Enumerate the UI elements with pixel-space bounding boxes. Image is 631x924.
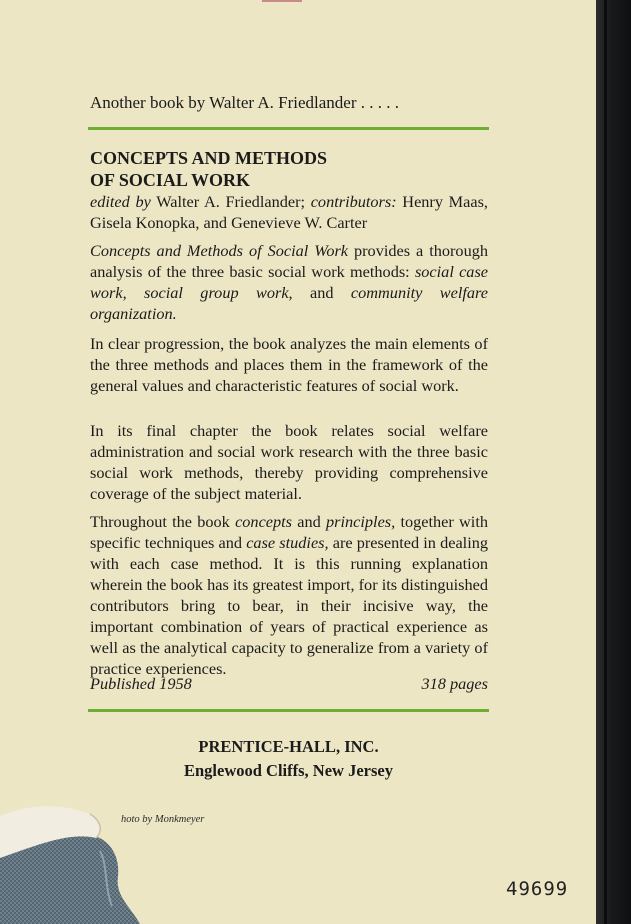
description-paragraph-4 — [90, 511, 488, 679]
editors-paragraph — [90, 191, 488, 233]
edited-by-label: edited by — [90, 192, 151, 211]
p4-principles: principles, — [326, 512, 396, 531]
p4-text-d: are presented in dealing with each case method. It is this running explanation wherein the book has its greatest import, for its distinguished contributors bring to bear, in their incisive way, the important combination of years of practical experience as well as the analytical capacity to generalize from a variety of practice experiences. — [90, 533, 489, 678]
p1-text-b: and — [292, 283, 351, 302]
intro-line: Another book by Walter A. Friedlander . . . . . — [90, 93, 399, 112]
p1-text-a: provides a thorough analysis of the three basic social work methods: — [90, 241, 488, 281]
p4-text-a: Throughout the book — [90, 512, 236, 531]
p4-text-c: together with specific techniques and — [90, 512, 488, 552]
book-title-line-1: CONCEPTS AND METHODS — [90, 148, 328, 168]
publication-info — [90, 674, 488, 694]
bottom-divider — [88, 709, 489, 712]
page-count: 318 pages — [421, 674, 488, 693]
p1-methods: social case work, social group work, — [90, 262, 489, 302]
publisher-block — [88, 735, 489, 783]
p4-case-studies: case studies, — [246, 533, 329, 552]
p1-method-3: community welfare organization. — [90, 283, 488, 323]
book-title-line-2: OF SOCIAL WORK — [90, 170, 251, 190]
contributors-label: contributors: — [310, 192, 397, 211]
book-spine-edge — [596, 0, 631, 924]
description-paragraph-2: In clear progression, the book analyzes the main elements of the three methods and places them in the framework of the general values and characteristic features of social work. — [90, 334, 488, 395]
publisher-location: Englewood Cliffs, New Jersey — [184, 761, 393, 780]
description-paragraph-3: In its final chapter the book relates social welfare administration and social work research with the three basic social work methods, thereby providing comprehensive coverage of the subject material. — [90, 421, 488, 503]
published-year: Published 1958 — [90, 674, 192, 693]
book-title-italic: Concepts and Methods of Social Work — [90, 241, 349, 260]
p4-text-b: and — [292, 512, 327, 531]
book-title — [90, 147, 488, 191]
top-edge-mark — [262, 0, 302, 2]
spine-stripe — [604, 0, 607, 924]
torn-corner-damage — [0, 796, 140, 924]
top-divider — [88, 127, 489, 130]
publisher-name: PRENTICE-HALL, INC. — [198, 737, 379, 756]
description-paragraph-1 — [90, 240, 488, 324]
p4-concepts: concepts — [235, 512, 293, 531]
editor-name: Walter A. Friedlander; — [150, 192, 311, 211]
photo-credit: hoto by Monkmeyer — [121, 814, 205, 825]
stock-number: 49699 — [506, 878, 569, 900]
contributors-names: Henry Maas, Gisela Konopka, and Genevieve W. Carter — [90, 192, 489, 232]
